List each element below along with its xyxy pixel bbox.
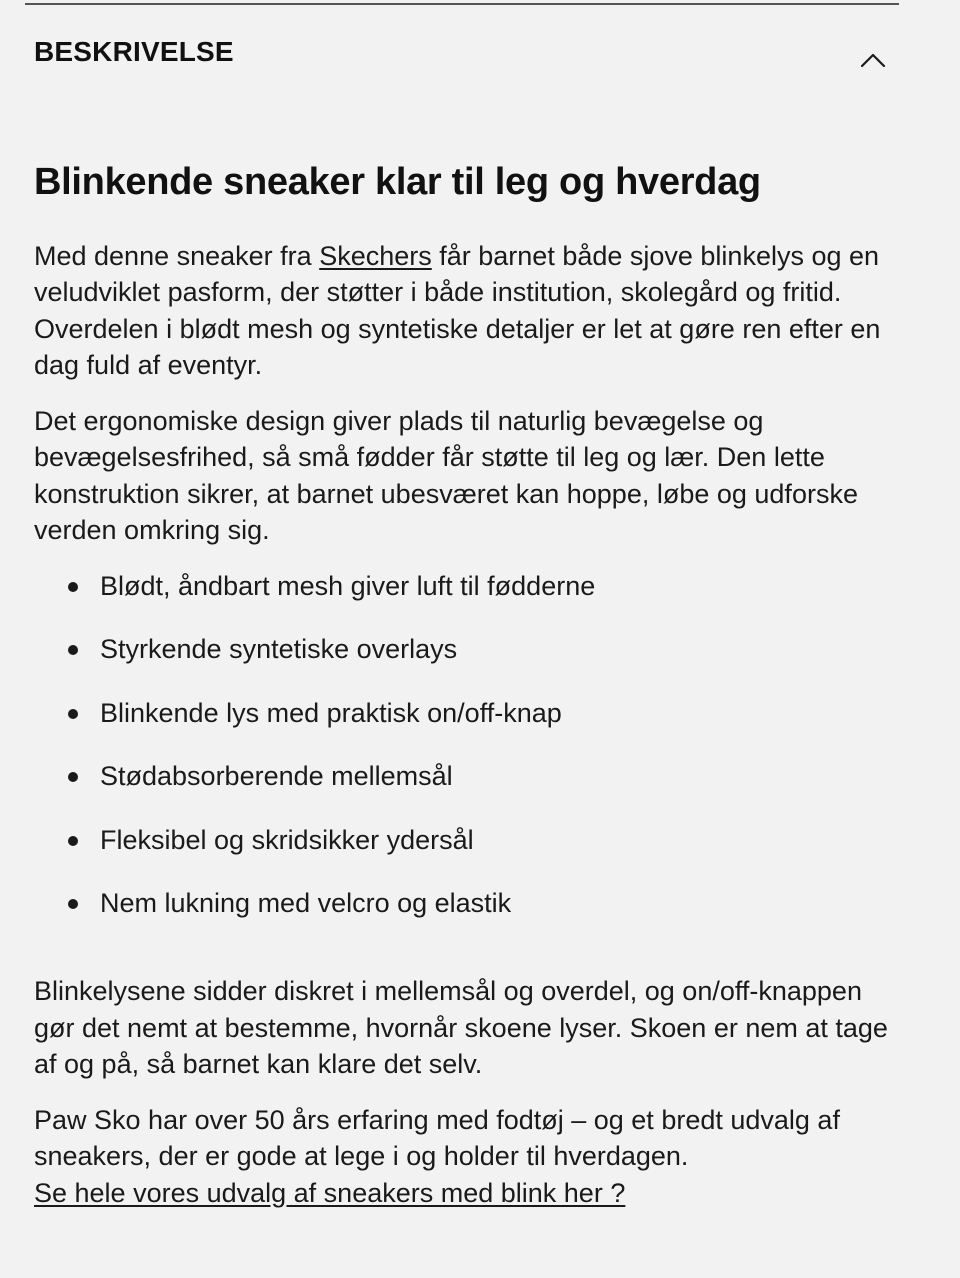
- feature-list: [34, 568, 894, 922]
- description-content: [34, 160, 894, 1230]
- product-heading: Blinkende sneaker klar til leg og hverdag: [34, 161, 761, 203]
- chevron-up-icon[interactable]: [860, 50, 886, 70]
- intro-text-start: Med denne sneaker fra: [34, 240, 320, 271]
- section-title: BESKRIVELSE: [34, 36, 234, 67]
- description-accordion-header[interactable]: [34, 30, 890, 90]
- lights-paragraph: Blinkelysene sidder diskret i mellemsål og overdel, og on/off-knappen gør det nemt at bestemme, hvornår skoene lyser. Skoen er nem at tage af og på, så barnet kan klare det selv.: [34, 976, 888, 1080]
- sneakers-collection-link[interactable]: Se hele vores udvalg af sneakers med blink her ?: [34, 1177, 626, 1208]
- intro-text-end: får barnet både sjove blinkelys og en veludviklet pasform, der støtter i både institution, skolegård og fritid. Overdelen i blødt mesh og syntetiske detaljer er let at gøre ren efter en dag fuld af eventyr.: [34, 240, 881, 381]
- feature-item: Blinkende lys med praktisk on/off-knap: [100, 695, 894, 731]
- feature-item: Styrkende syntetiske overlays: [100, 631, 894, 667]
- feature-item: Blødt, åndbart mesh giver luft til fødderne: [100, 568, 894, 604]
- feature-item: Nem lukning med velcro og elastik: [100, 885, 894, 921]
- intro-paragraph: [34, 238, 894, 384]
- feature-item: Fleksibel og skridsikker ydersål: [100, 822, 894, 858]
- brand-paragraph: [34, 1102, 894, 1212]
- brand-link-skechers[interactable]: Skechers: [319, 240, 432, 271]
- brand-text: Paw Sko har over 50 års erfaring med fodtøj – og et bredt udvalg af sneakers, der er gode at lege i og holder til hverdagen.: [34, 1104, 840, 1172]
- top-divider: [25, 3, 899, 5]
- design-paragraph: Det ergonomiske design giver plads til naturlig bevægelse og bevægelsesfrihed, så små fødder får støtte til leg og lær. Den lette konstruktion sikrer, at barnet ubesværet kan hoppe, løbe og udforske verden omkring sig.: [34, 405, 858, 546]
- feature-item: Stødabsorberende mellemsål: [100, 758, 894, 794]
